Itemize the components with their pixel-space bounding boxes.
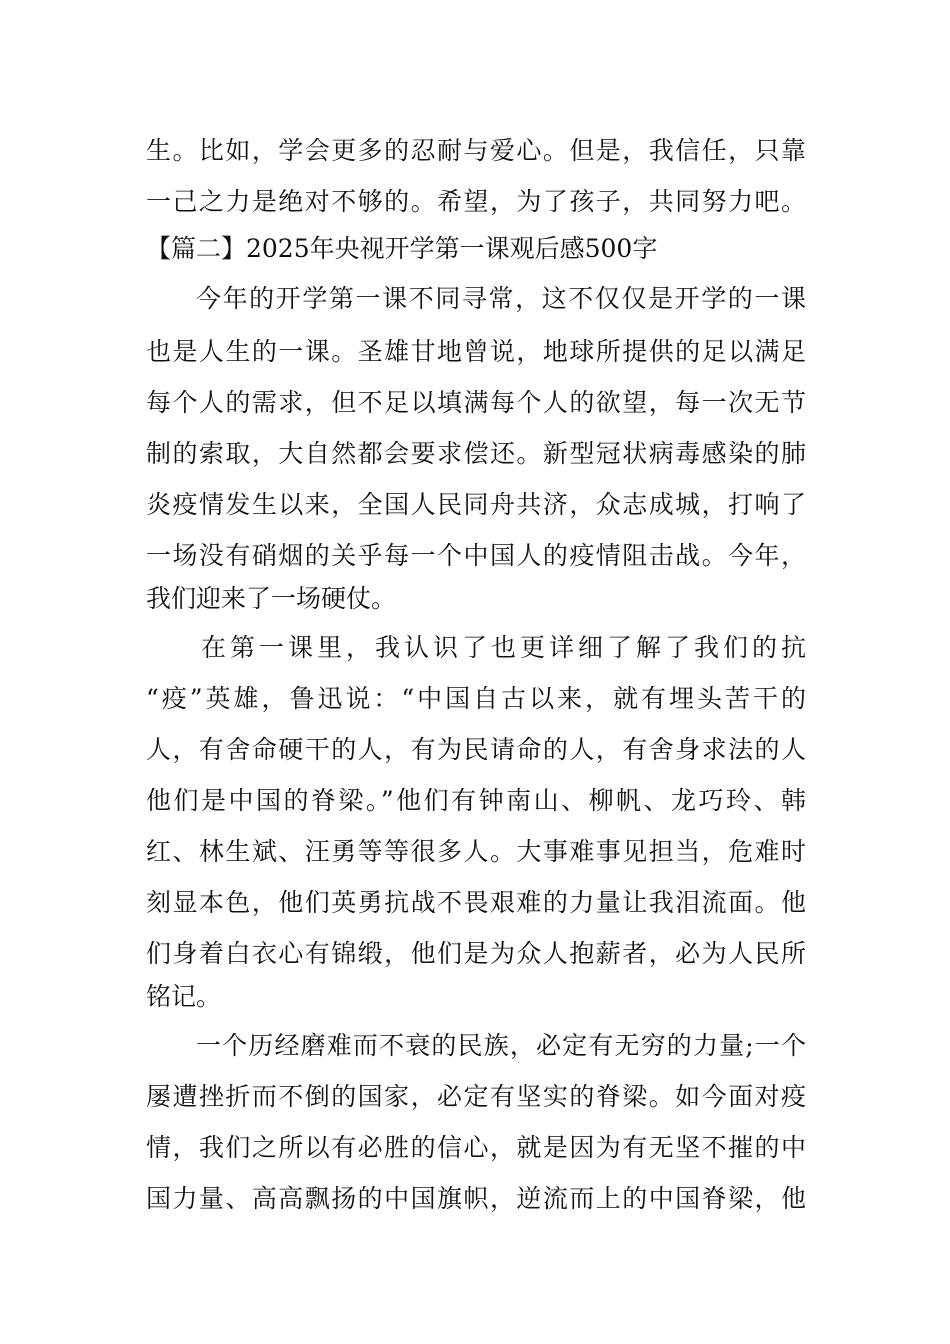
text-line: 们身着白衣心有锦缎，他们是为众人抱薪者，必为人民所 — [146, 939, 806, 968]
text-line: 屡遭挫折而不倒的国家，必定有坚实的脊梁。如今面对疫 — [146, 1082, 806, 1111]
text-line: “疫”英雄，鲁迅说：“中国自古以来，就有埋头苦干的 — [146, 684, 806, 713]
text-line: 制的索取，大自然都会要求偿还。新型冠状病毒感染的肺 — [146, 439, 806, 468]
text-line: 每个人的需求，但不足以填满每个人的欲望，每一次无节 — [146, 388, 806, 417]
text-line: 一场没有硝烟的关乎每一个中国人的疫情阻击战。今年， — [146, 541, 806, 570]
text-line: 也是人生的一课。圣雄甘地曾说，地球所提供的足以满足 — [146, 337, 806, 366]
section-heading: 【篇二】2025年央视开学第一课观后感500字 — [146, 234, 658, 263]
text-line: 一个历经磨难而不衰的民族，必定有无穷的力量;一个 — [196, 1031, 806, 1060]
text-line: 在第一课里，我认识了也更详细了解了我们的抗 — [201, 633, 806, 662]
text-line: 国力量、高高飘扬的中国旗帜，逆流而上的中国脊梁，他 — [146, 1184, 806, 1213]
text-line: 炎疫情发生以来，全国人民同舟共济，众志成城，打响了 — [146, 490, 806, 519]
text-line: 红、林生斌、汪勇等等很多人。大事难事见担当，危难时 — [146, 837, 806, 866]
text-line: 刻显本色，他们英勇抗战不畏艰难的力量让我泪流面。他 — [146, 888, 806, 917]
text-line: 铭记。 — [146, 982, 222, 1011]
text-line: 他们是中国的脊梁。”他们有钟南山、柳帆、龙巧玲、韩 — [146, 786, 806, 815]
text-line: 人，有舍命硬干的人，有为民请命的人，有舍身求法的人 — [146, 735, 806, 764]
text-line: 我们迎来了一场硬仗。 — [146, 584, 397, 613]
text-line: 生。比如，学会更多的忍耐与爱心。但是，我信任，只靠 — [146, 136, 806, 165]
text-line: 今年的开学第一课不同寻常，这不仅仅是开学的一课 — [196, 284, 806, 313]
text-line: 情，我们之所以有必胜的信心，就是因为有无坚不摧的中 — [146, 1133, 806, 1162]
text-line: 一己之力是绝对不够的。希望，为了孩子，共同努力吧。 — [146, 187, 806, 216]
